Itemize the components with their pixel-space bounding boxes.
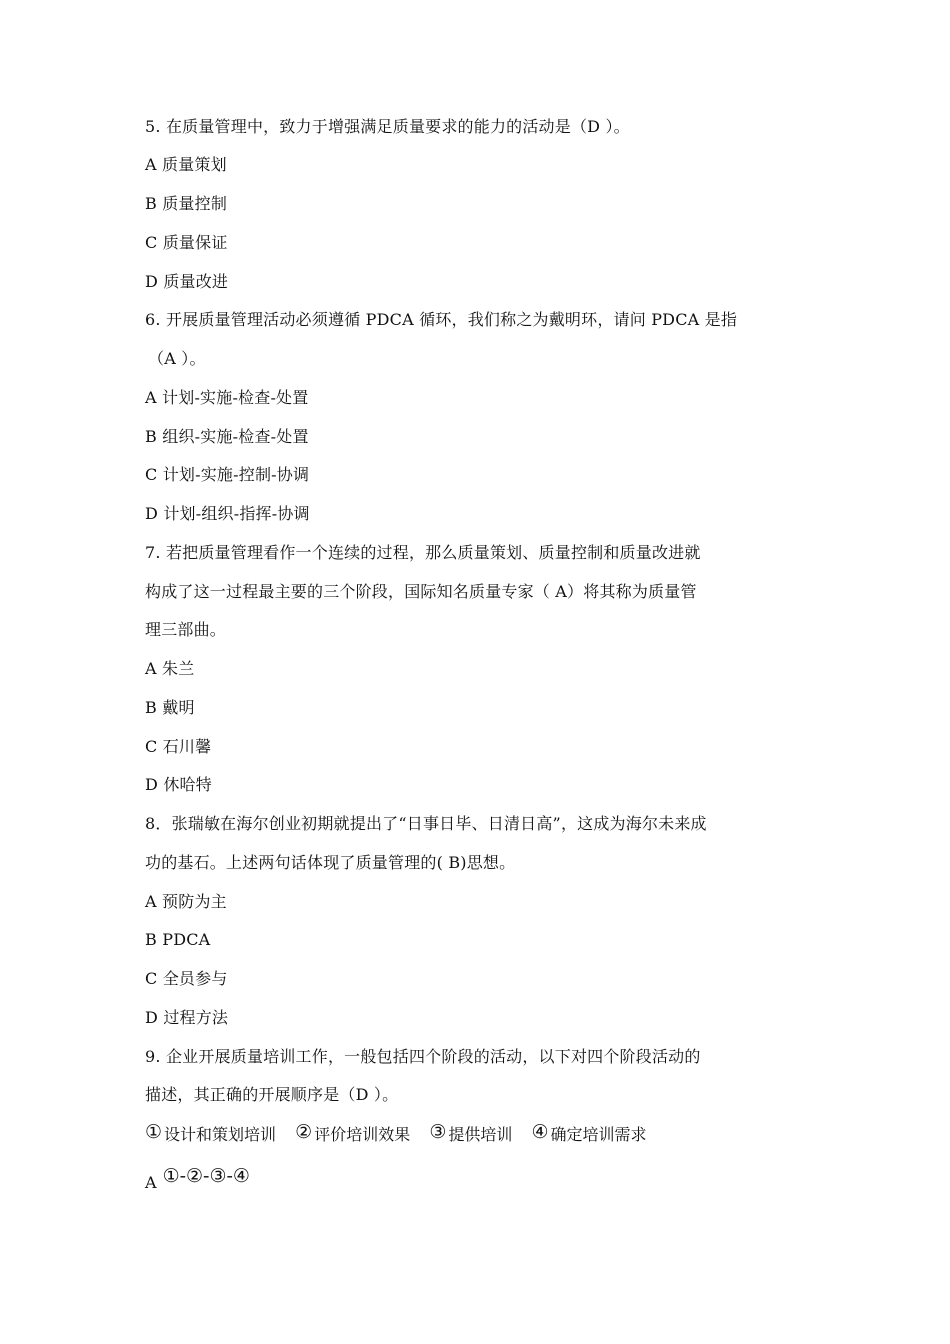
- step-marker: ②: [295, 1121, 313, 1143]
- step-text: 提供培训: [448, 1125, 513, 1144]
- question-5-stem: 5. 在质量管理中，致力于增强满足质量要求的能力的活动是（D ）。: [145, 117, 630, 136]
- question-6-stem-line-1: 6. 开展质量管理活动必须遵循 PDCA 循环，我们称之为戴明环，请问 PDCA 是指: [145, 310, 738, 329]
- question-8-stem-line-2: 功的基石。上述两句话体现了质量管理的( B)思想。: [145, 853, 516, 872]
- question-5-option-b: B 质量控制: [145, 194, 228, 213]
- question-6-option-b: B 组织-实施-检查-处置: [145, 427, 309, 446]
- question-8-stem-line-1: 8．张瑞敏在海尔创业初期就提出了“日事日毕、日清日高”，这成为海尔未来成: [145, 814, 707, 833]
- question-9-option-a: [145, 1164, 250, 1195]
- question-8-option-a: A 预防为主: [145, 892, 227, 911]
- step-marker: ③: [429, 1121, 447, 1143]
- question-7-stem-line-1: 7. 若把质量管理看作一个连续的过程，那么质量策划、质量控制和质量改进就: [145, 543, 701, 562]
- question-7-option-d: D 休哈特: [145, 775, 212, 794]
- question-9-step-1: [145, 1120, 276, 1147]
- question-9-stem-line-2: 描述，其正确的开展顺序是（D ）。: [145, 1085, 399, 1104]
- question-9-step-3: [429, 1120, 512, 1147]
- question-7-stem-line-2: 构成了这一过程最主要的三个阶段，国际知名质量专家（ A）将其称为质量管: [145, 582, 697, 601]
- question-6-option-d: D 计划-组织-指挥-协调: [145, 504, 310, 523]
- question-6-option-c: C 计划-实施-控制-协调: [145, 465, 310, 484]
- question-7-option-b: B 戴明: [145, 698, 195, 717]
- question-5-option-c: C 质量保证: [145, 233, 228, 252]
- step-text: 确定培训需求: [550, 1125, 647, 1144]
- option-letter: A: [145, 1173, 157, 1192]
- question-6-option-a: A 计划-实施-检查-处置: [145, 388, 309, 407]
- step-marker: ①: [145, 1121, 163, 1143]
- question-5-option-d: D 质量改进: [145, 272, 229, 291]
- question-9-stem-line-1: 9. 企业开展质量培训工作，一般包括四个阶段的活动，以下对四个阶段活动的: [145, 1047, 701, 1066]
- step-text: 评价培训效果: [314, 1125, 411, 1144]
- question-7-option-a: A 朱兰: [145, 659, 195, 678]
- question-5-option-a: A 质量策划: [145, 155, 227, 174]
- step-text: 设计和策划培训: [164, 1125, 277, 1144]
- step-marker: ④: [531, 1121, 549, 1143]
- question-6-stem-line-2: （A ）。: [148, 349, 206, 368]
- question-9-step-2: [295, 1120, 410, 1147]
- option-sequence: ①-②-③-④: [162, 1165, 250, 1187]
- question-7-option-c: C 石川馨: [145, 737, 212, 756]
- question-7-stem-line-3: 理三部曲。: [145, 620, 227, 639]
- question-8-option-c: C 全员参与: [145, 969, 228, 988]
- question-9-step-4: [531, 1120, 646, 1147]
- question-8-option-d: D 过程方法: [145, 1008, 229, 1027]
- question-9-steps: [145, 1120, 661, 1147]
- question-8-option-b: B PDCA: [145, 930, 211, 949]
